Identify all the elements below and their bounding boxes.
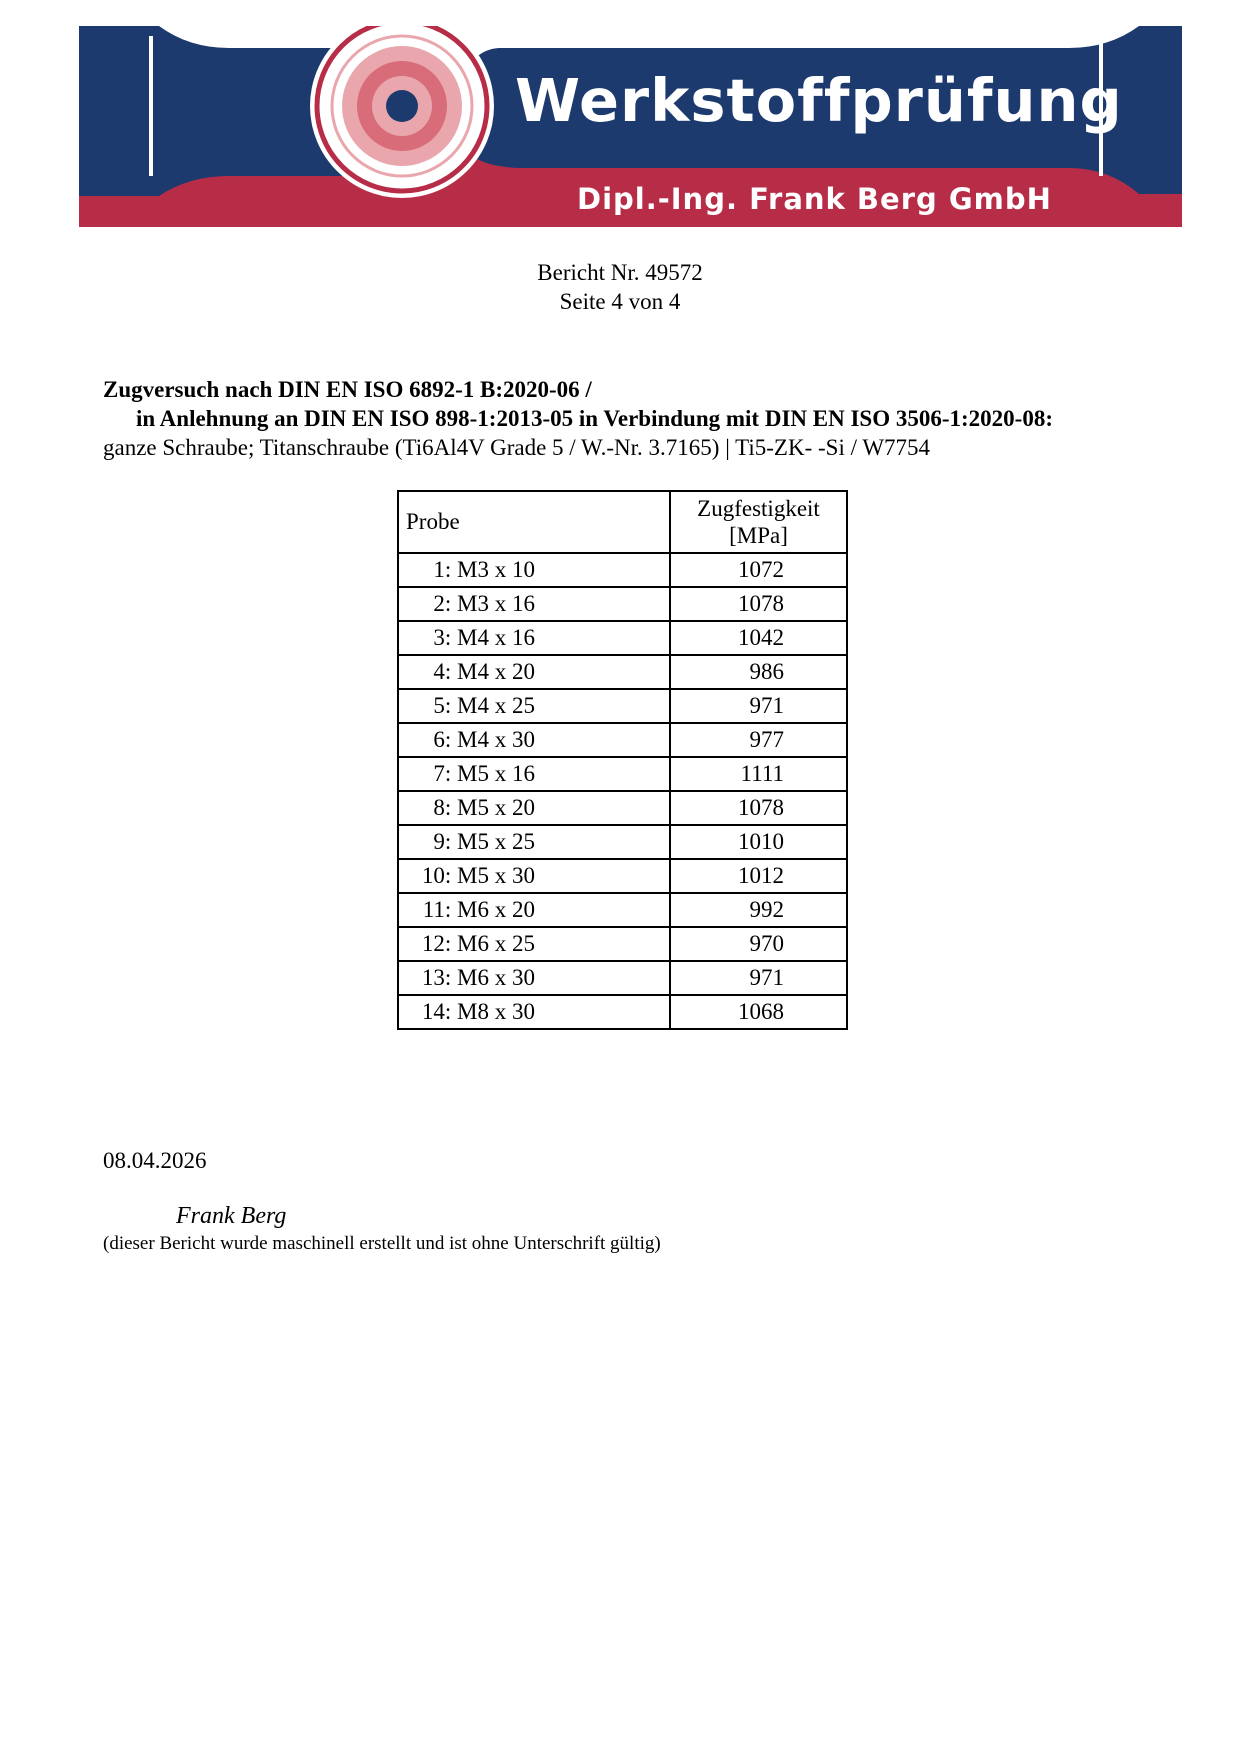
probe-cell: 3: M4 x 16 xyxy=(398,621,670,655)
table-row xyxy=(398,723,847,757)
header-tensile-strength-unit: [MPa] xyxy=(729,523,788,548)
value-cell: 1042 xyxy=(670,621,847,655)
value-cell: 1078 xyxy=(670,791,847,825)
company-banner xyxy=(79,26,1182,227)
table-header-row xyxy=(398,491,847,553)
value-cell: 1072 xyxy=(670,553,847,587)
probe-cell: 9: M5 x 25 xyxy=(398,825,670,859)
value-cell: 971 xyxy=(670,961,847,995)
probe-cell: 14: M8 x 30 xyxy=(398,995,670,1029)
probe-cell: 4: M4 x 20 xyxy=(398,655,670,689)
probe-cell: 7: M5 x 16 xyxy=(398,757,670,791)
value-cell: 970 xyxy=(670,927,847,961)
test-standard-line: Zugversuch nach DIN EN ISO 6892-1 B:2020-06 / xyxy=(103,377,592,402)
header-tensile-strength xyxy=(670,491,847,553)
value-cell: 1111 xyxy=(670,757,847,791)
table-row xyxy=(398,825,847,859)
value-cell: 977 xyxy=(670,723,847,757)
table-row xyxy=(398,757,847,791)
probe-cell: 1: M3 x 10 xyxy=(398,553,670,587)
page-indicator: Seite 4 von 4 xyxy=(559,289,681,314)
report-header xyxy=(0,258,1240,316)
table-row xyxy=(398,655,847,689)
value-cell: 992 xyxy=(670,893,847,927)
probe-cell: 11: M6 x 20 xyxy=(398,893,670,927)
value-cell: 1010 xyxy=(670,825,847,859)
probe-cell: 6: M4 x 30 xyxy=(398,723,670,757)
value-cell: 971 xyxy=(670,689,847,723)
probe-cell: 10: M5 x 30 xyxy=(398,859,670,893)
value-cell: 1078 xyxy=(670,587,847,621)
table-row xyxy=(398,791,847,825)
probe-cell: 13: M6 x 30 xyxy=(398,961,670,995)
value-cell: 1068 xyxy=(670,995,847,1029)
value-cell: 986 xyxy=(670,655,847,689)
signature: Frank Berg xyxy=(176,1203,287,1229)
results-table xyxy=(397,490,848,1030)
probe-cell: 2: M3 x 16 xyxy=(398,587,670,621)
table-row xyxy=(398,587,847,621)
report-date: 08.04.2026 xyxy=(103,1148,207,1173)
table-row xyxy=(398,689,847,723)
value-cell: 1012 xyxy=(670,859,847,893)
test-reference-line: in Anlehnung an DIN EN ISO 898-1:2013-05 in Verbindung mit DIN EN ISO 3506-1:2020-08: xyxy=(136,406,1053,431)
probe-cell: 8: M5 x 20 xyxy=(398,791,670,825)
test-description xyxy=(103,375,1203,462)
table-row xyxy=(398,893,847,927)
table-row xyxy=(398,961,847,995)
table-row xyxy=(398,621,847,655)
table-row xyxy=(398,859,847,893)
table-row xyxy=(398,553,847,587)
header-tensile-strength-label: Zugfestigkeit xyxy=(697,496,820,521)
table-row xyxy=(398,995,847,1029)
table-row xyxy=(398,927,847,961)
brand-subtitle: Dipl.-Ing. Frank Berg GmbH xyxy=(577,182,1052,216)
probe-cell: 5: M4 x 25 xyxy=(398,689,670,723)
specimen-description: ganze Schraube; Titanschraube (Ti6Al4V Grade 5 / W.-Nr. 3.7165) | Ti5-ZK- -Si / W7754 xyxy=(103,435,931,460)
brand-title: Werkstoffprüfung xyxy=(515,66,1123,135)
header-probe: Probe xyxy=(398,491,670,553)
validity-note: (dieser Bericht wurde maschinell erstellt und ist ohne Unterschrift gültig) xyxy=(103,1233,661,1254)
report-number: Bericht Nr. 49572 xyxy=(537,260,703,285)
table-body xyxy=(398,553,847,1029)
probe-cell: 12: M6 x 25 xyxy=(398,927,670,961)
